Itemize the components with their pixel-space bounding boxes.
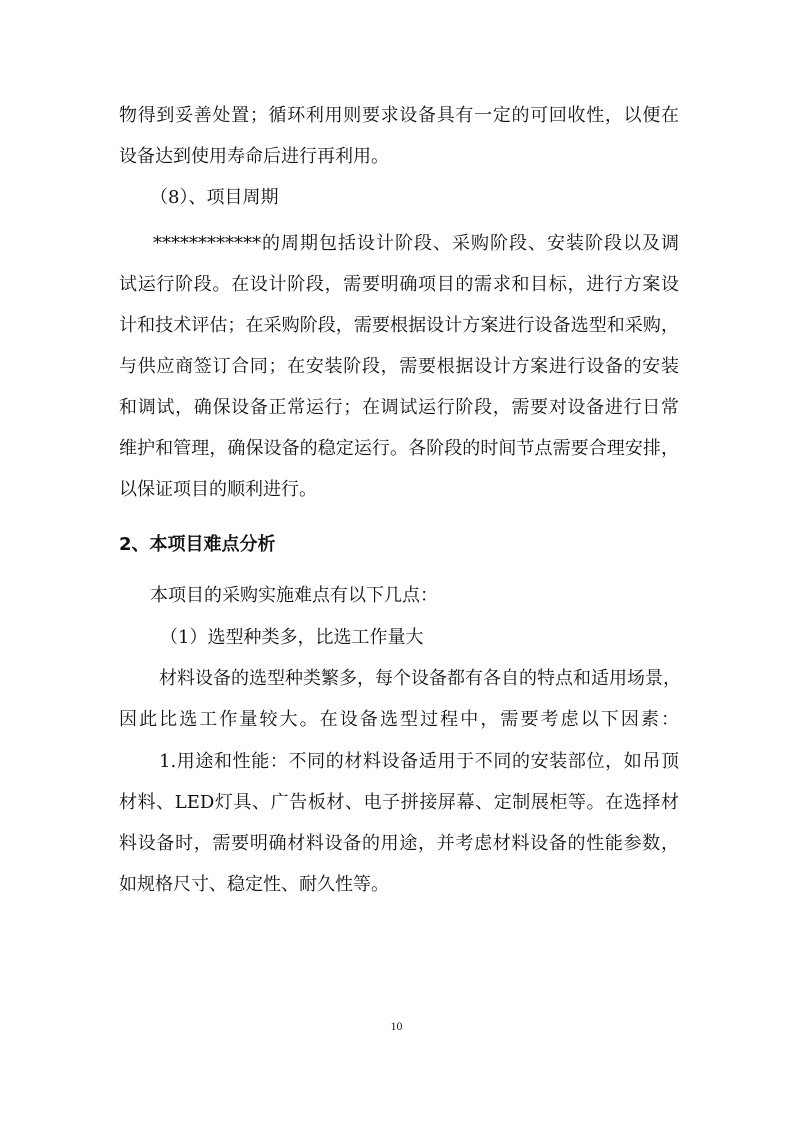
paragraph-line: 计和技术评估；在采购阶段，需要根据设计方案进行设备选型和采购， [119, 315, 679, 336]
paragraph-line: 料设备时，需要明确材料设备的用途，并考虑材料设备的性能参数， [119, 833, 679, 854]
section-heading: 2、本项目难点分析 [119, 534, 276, 555]
paragraph-line: 设备达到使用寿命后进行再利用。 [119, 146, 389, 167]
paragraph-line: 因此比选工作量较大。在设备选型过程中，需要考虑以下因素： [119, 709, 679, 730]
item-title: （1）选型种类多，比选工作量大 [160, 627, 424, 648]
page-number: 10 [390, 1019, 403, 1033]
section-title: （8）、项目周期 [150, 187, 279, 208]
paragraph-line: 如规格尺寸、稳定性、耐久性等。 [119, 874, 389, 895]
paragraph-line: 材料设备的选型种类繁多，每个设备都有各自的特点和适用场景， [159, 668, 681, 689]
paragraph-line: 与供应商签订合同；在安装阶段，需要根据设计方案进行设备的安装 [119, 356, 679, 377]
paragraph-line: ************的周期包括设计阶段、采购阶段、安装阶段以及调 [153, 233, 679, 254]
paragraph-line: 维护和管理，确保设备的稳定运行。各阶段的时间节点需要合理安排， [119, 438, 679, 459]
paragraph-line: 和调试，确保设备正常运行；在调试运行阶段，需要对设备进行日常 [119, 397, 679, 418]
paragraph-line: 1.用途和性能：不同的材料设备适用于不同的安装部位，如吊顶 [159, 751, 679, 772]
paragraph-line: 本项目的采购实施难点有以下几点： [150, 585, 438, 606]
paragraph-line: 物得到妥善处置；循环利用则要求设备具有一定的可回收性，以便在 [119, 105, 679, 126]
paragraph-line: 材料、LED灯具、广告板材、电子拼接屏幕、定制展柜等。在选择材 [119, 792, 679, 813]
paragraph-line: 以保证项目的顺利进行。 [119, 479, 317, 500]
paragraph-line: 试运行阶段。在设计阶段，需要明确项目的需求和目标，进行方案设 [119, 274, 679, 295]
